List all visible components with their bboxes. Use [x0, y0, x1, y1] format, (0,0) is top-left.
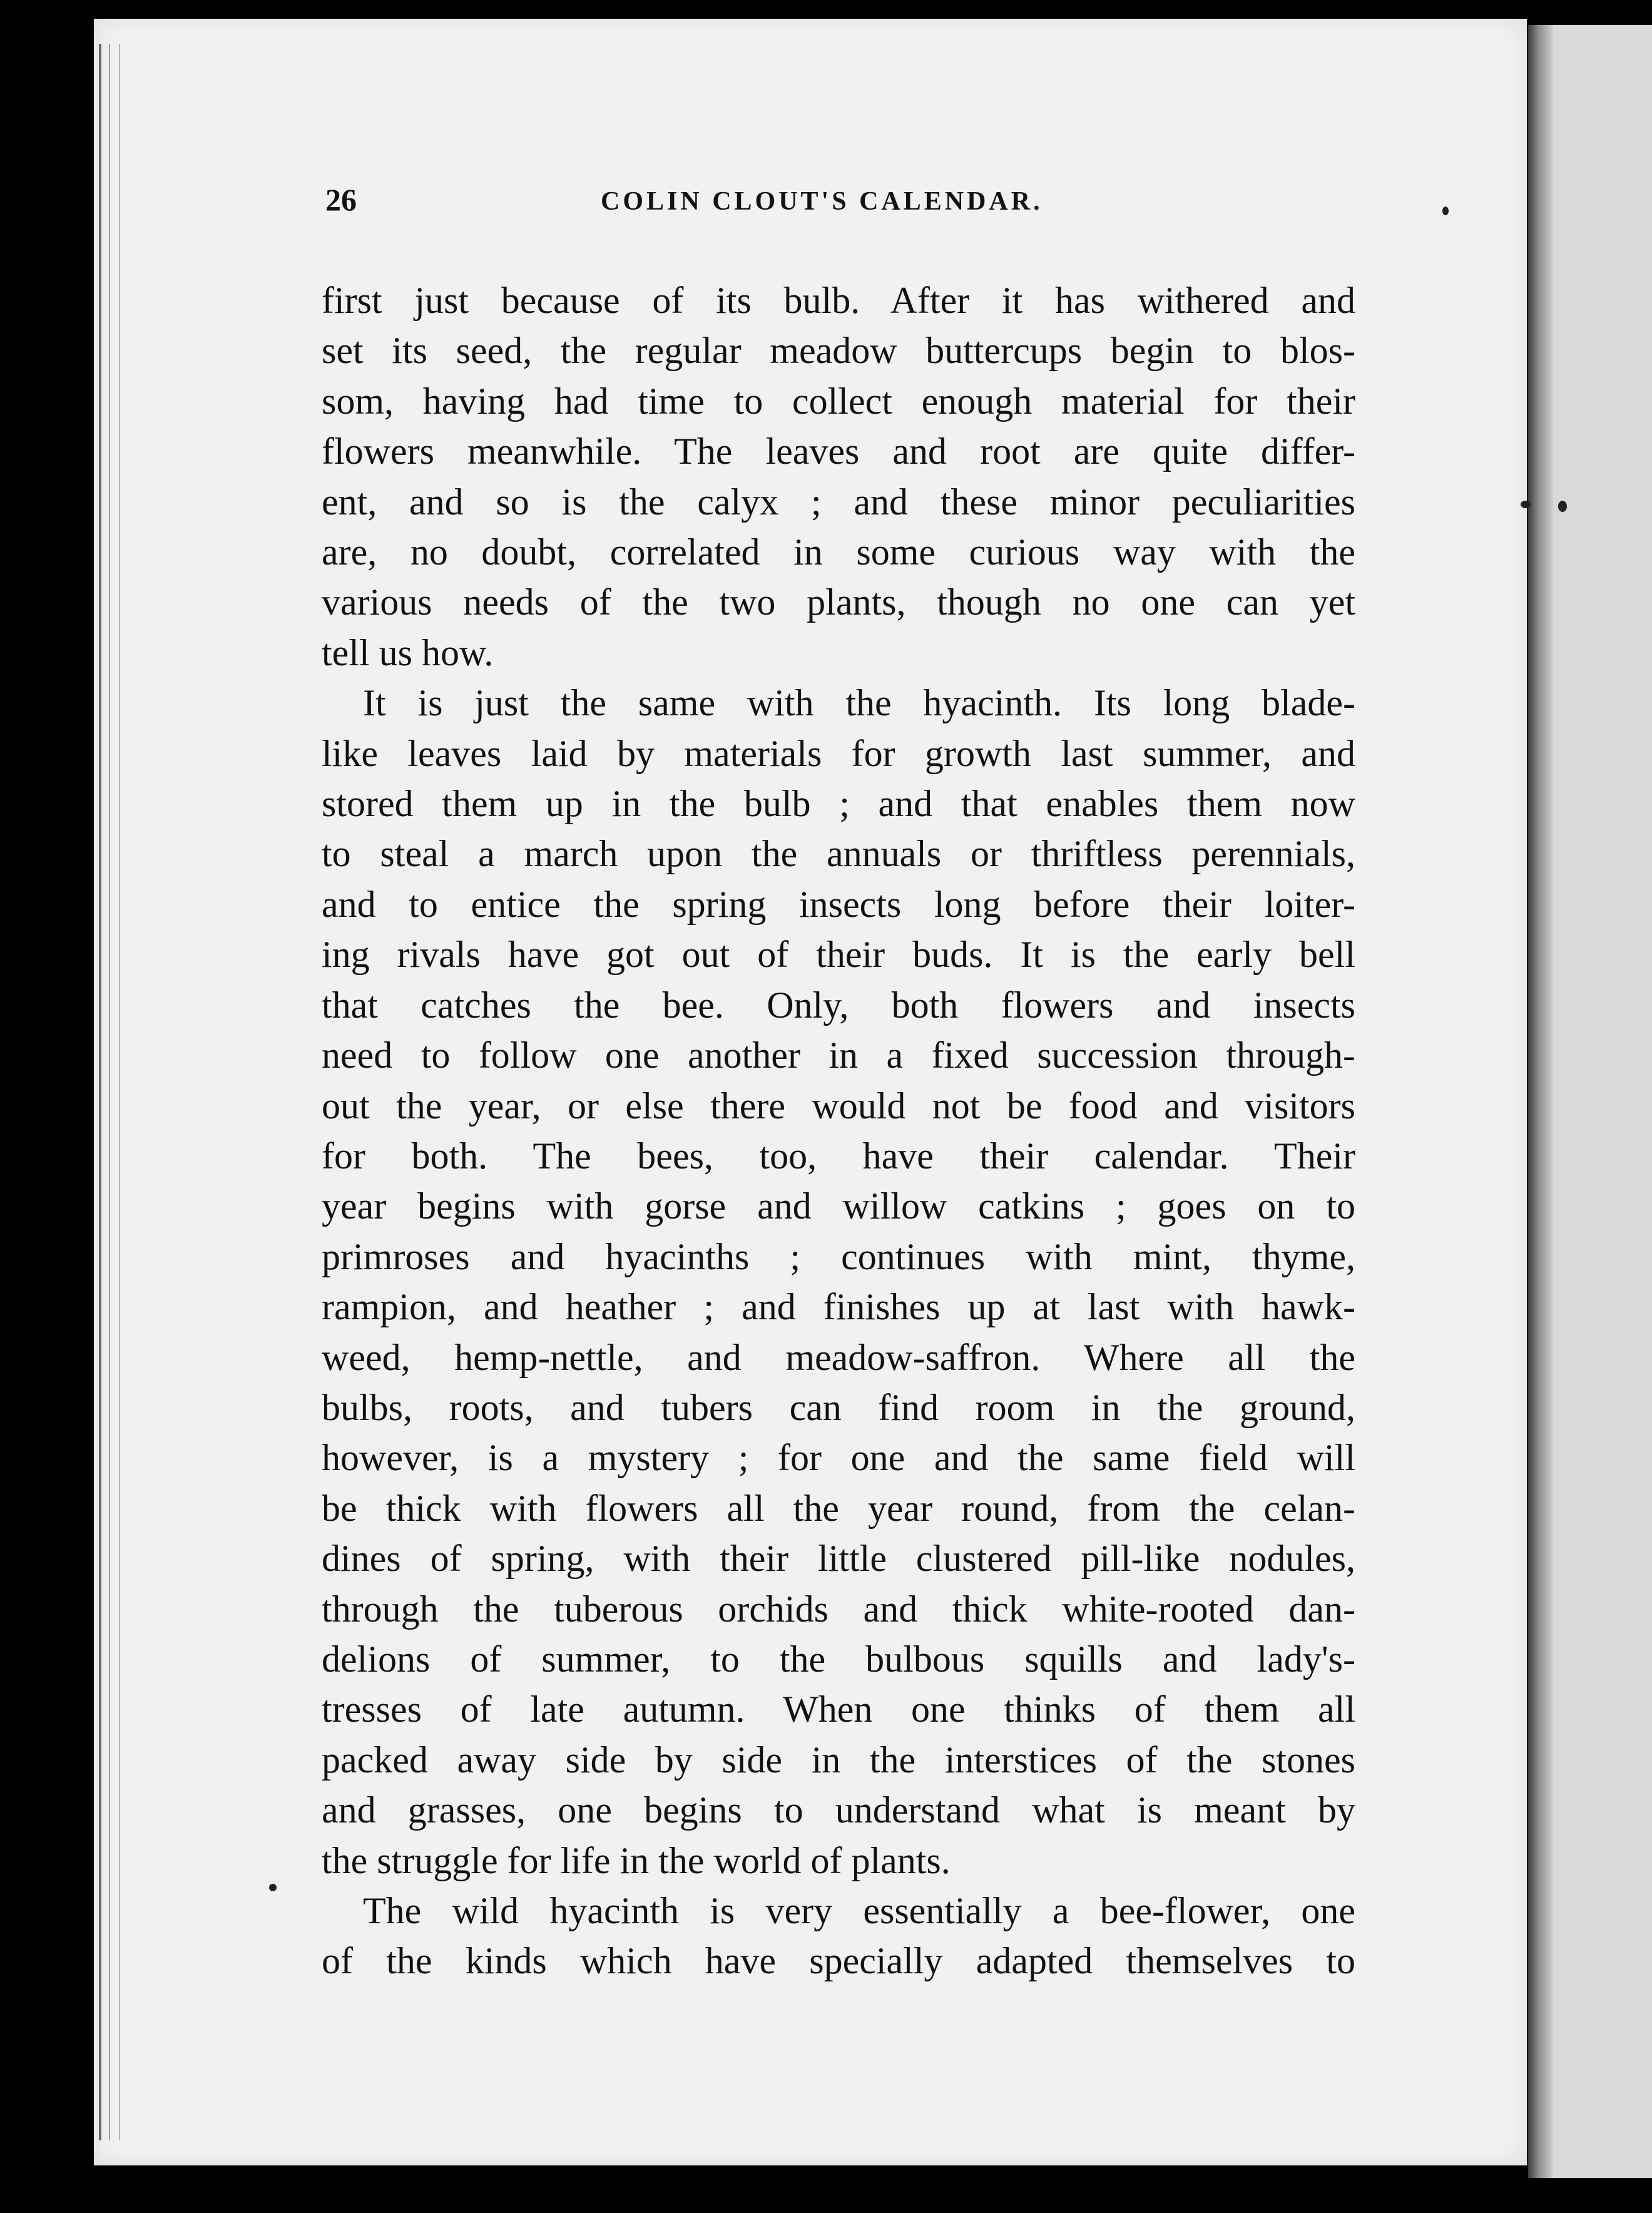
page-header: [325, 181, 1352, 232]
text-line: packed away side by side in the interstices of the stones: [322, 1739, 1355, 1781]
text-line: weed, hemp-nettle, and meadow-saffron. Where all the: [322, 1336, 1355, 1378]
facing-page-shadow: [1528, 25, 1553, 2178]
text-line: tell us how.: [322, 631, 494, 673]
text-line: year begins with gorse and willow catkins ; goes on to: [322, 1185, 1355, 1227]
text-line: however, is a mystery ; for one and the same field will: [322, 1437, 1355, 1479]
paragraph: [322, 678, 1355, 1886]
text-line: som, having had time to collect enough material for their: [322, 380, 1355, 422]
page-number: 26: [325, 182, 357, 217]
body-text: [322, 275, 1355, 1986]
text-line: ent, and so is the calyx ; and these minor peculiarities: [322, 481, 1355, 523]
paragraph: [322, 1886, 1355, 1986]
text-line: delions of summer, to the bulbous squills and lady's-: [322, 1638, 1355, 1680]
text-line: set its seed, the regular meadow buttercups begin to blos-: [322, 330, 1355, 372]
scan-speck: [1558, 501, 1567, 512]
text-line: like leaves laid by materials for growth last summer, and: [322, 732, 1355, 774]
text-line: the struggle for life in the world of plants.: [322, 1839, 951, 1881]
text-line: through the tuberous orchids and thick white-rooted dan-: [322, 1588, 1355, 1630]
text-line: ing rivals have got out of their buds. It is the early bell: [322, 934, 1355, 976]
gutter-line: [119, 44, 120, 2140]
text-line: first just because of its bulb. After it has withered and: [322, 280, 1355, 321]
text-line: dines of spring, with their little clustered pill-like nodules,: [322, 1538, 1355, 1580]
text-line: be thick with flowers all the year round, from the celan-: [322, 1487, 1355, 1529]
text-line: and grasses, one begins to understand what is meant by: [322, 1789, 1355, 1831]
gutter-line: [99, 44, 101, 2140]
text-line: tresses of late autumn. When one thinks of them all: [322, 1689, 1355, 1730]
text-line: need to follow one another in a fixed succession through-: [322, 1035, 1355, 1076]
text-line: and to entice the spring insects long before their loiter-: [322, 883, 1355, 925]
text-line: for both. The bees, too, have their calendar. Their: [322, 1135, 1355, 1177]
text-line: The wild hyacinth is very essentially a bee-flower, one: [363, 1890, 1355, 1931]
text-line: stored them up in the bulb ; and that enables them now: [322, 783, 1355, 825]
text-line: primroses and hyacinths ; continues with mint, thyme,: [322, 1235, 1355, 1277]
text-line: to steal a march upon the annuals or thriftless perennials,: [322, 833, 1355, 875]
text-line: It is just the same with the hyacinth. Its long blade-: [363, 682, 1355, 724]
gutter-line: [109, 44, 110, 2140]
paragraph: [322, 275, 1355, 678]
text-line: bulbs, roots, and tubers can find room in the ground,: [322, 1386, 1355, 1428]
text-line: of the kinds which have specially adapted themselves to: [322, 1940, 1355, 1982]
text-line: flowers meanwhile. The leaves and root are quite differ-: [322, 431, 1355, 473]
running-title: COLIN CLOUT'S CALENDAR.: [601, 187, 1043, 216]
text-line: are, no doubt, correlated in some curious way with the: [322, 531, 1355, 573]
scan-speck: [269, 1884, 277, 1891]
text-line: that catches the bee. Only, both flowers and insects: [322, 984, 1355, 1026]
scan-speck: [1521, 501, 1531, 508]
text-line: rampion, and heather ; and finishes up at last with hawk-: [322, 1286, 1355, 1328]
text-line: various needs of the two plants, though no one can yet: [322, 581, 1355, 623]
text-line: out the year, or else there would not be food and visitors: [322, 1085, 1355, 1127]
scan-speck: [1442, 207, 1449, 215]
